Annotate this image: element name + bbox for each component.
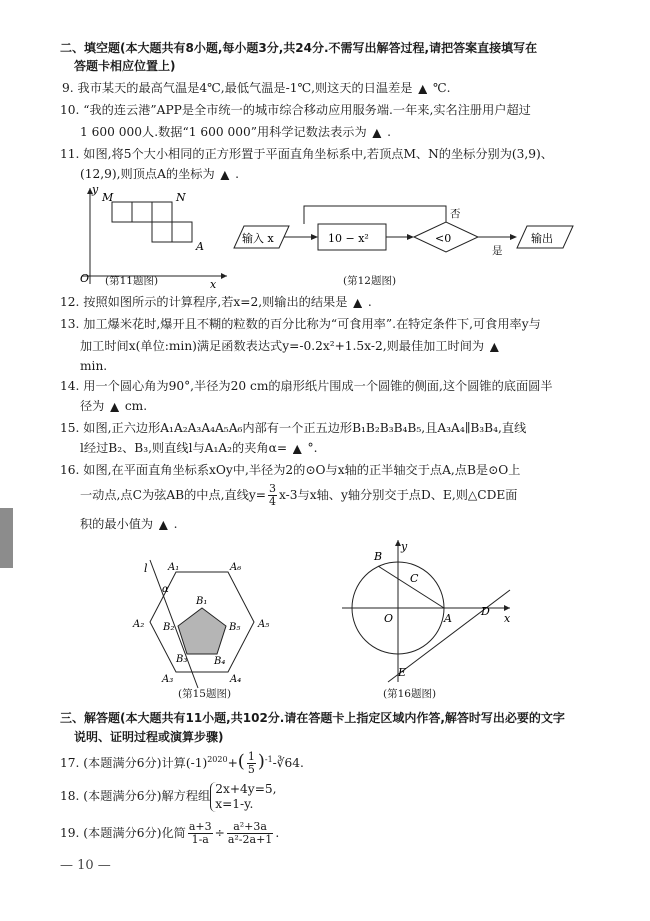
fig12-no-label: 否	[450, 208, 461, 220]
fig11-caption: (第11题图)	[105, 275, 159, 287]
answer-blank: ▲	[159, 518, 168, 531]
answer-blank: ▲	[220, 168, 230, 181]
fig15-B5-label: B₅	[229, 622, 241, 633]
q16-frac-num: 3	[269, 482, 276, 495]
fig16-x-label: x	[504, 612, 511, 625]
fig15-A6-label: A₆	[230, 562, 242, 573]
q10-line2-text: 1 600 000人.数据“1 600 000”用科学记数法表示为	[80, 125, 367, 139]
regular-pentagon	[178, 608, 226, 654]
fig15-A3-label: A₃	[162, 674, 174, 685]
page-number: — 10 —	[60, 858, 111, 873]
section3-header-line1: 三、解答题(本大题共有11小题,共102分.请在答题卡上指定区域内作答,解答时写出必要的文字	[60, 711, 565, 725]
fig15-B1-label: B₁	[196, 596, 208, 607]
answer-blank: ▲	[372, 126, 382, 139]
q19-f1-den: 1-a	[191, 833, 209, 846]
q17-prefix: 17. (本题满分6分)计算(-1)	[60, 756, 208, 771]
q9-text: 9. 我市某天的最高气温是4℃,最低气温是-1℃,则这天的日温差是	[62, 81, 413, 95]
answer-blank: ▲	[110, 400, 119, 413]
q15-line2	[80, 440, 317, 457]
fig12-output-label: 输出	[531, 232, 553, 245]
figure-15	[130, 556, 290, 691]
q18-eq2: x=1-y.	[215, 796, 254, 811]
figure-16	[338, 536, 518, 686]
q16-line2a: 一动点,点C为弦AB的中点,直线y=	[80, 488, 266, 502]
arrow-head	[510, 234, 517, 240]
fig16-A-label: A	[444, 612, 452, 625]
q19-f1-num: a+3	[188, 820, 212, 833]
q13-line1: 13. 加工爆米花时,爆开且不糊的粒数的百分比称为“可食用率”.在特定条件下,可食用率y与	[60, 317, 541, 331]
fig15-A2-label: A₂	[133, 619, 145, 630]
q13-line2	[80, 338, 505, 355]
q19-fraction-1	[188, 821, 213, 846]
fig15-alpha-label: α	[162, 584, 169, 595]
q16-line3-text: 积的最小值为	[80, 517, 154, 531]
q13-line2-text: 加工时间x(单位:min)满足函数表达式y=-0.2x²+1.5x-2,则最佳加工时间为	[80, 339, 485, 353]
question-12: 12. 按照如图所示的计算程序,若x=2,则输出的结果是 ▲ .	[60, 295, 372, 309]
side-tab-marker	[0, 508, 13, 568]
arrow-head	[311, 234, 318, 240]
question-9	[62, 80, 450, 97]
q11-line1: 11. 如图,将5个大小相同的正方形置于平面直角坐标系中,若顶点M、N的坐标分别为(3,9)、	[60, 147, 553, 161]
q15-line1: 15. 如图,正六边形A₁A₂A₃A₄A₅A₆内部有一个正五边形B₁B₂B₃B₄B₅,且A₃A₄∥B₃B₄,直线	[60, 421, 527, 435]
fig11-x-label: x	[210, 278, 217, 290]
section2-header-line2: 答题卡相应位置上)	[74, 59, 176, 73]
fig15-A5-label: A₅	[258, 619, 270, 630]
fig11-N-label: N	[176, 191, 186, 204]
q9-tail: ℃.	[432, 81, 451, 95]
section3-header-line2: 说明、证明过程或演算步骤)	[74, 730, 224, 744]
fig16-D-label: D	[481, 605, 490, 618]
fig15-l-label: l	[144, 562, 148, 575]
figure-12	[226, 200, 596, 285]
square	[152, 222, 172, 242]
question-18	[60, 780, 277, 812]
q17-frac-num: 1	[247, 750, 255, 764]
answer-blank: ▲	[353, 296, 362, 309]
q14-line2-text: 径为	[80, 399, 105, 413]
fig11-M-label: M	[102, 191, 114, 204]
q17-tail: -∛64.	[272, 756, 304, 771]
q16-line2b: x-3与x轴、y轴分别交于点D、E,则△CDE面	[279, 488, 518, 502]
question-19	[60, 818, 279, 848]
q18-prefix: 18. (本题满分6分)解方程组	[60, 789, 211, 803]
fig16-y-label: y	[401, 540, 408, 553]
square	[172, 222, 192, 242]
fig16-E-label: E	[398, 666, 407, 679]
q17-fraction	[247, 751, 256, 776]
fig11-y-label: y	[92, 184, 99, 196]
q10-line2: 1 600 000人.数据“1 600 000”用科学记数法表示为 ▲ .	[80, 125, 391, 139]
q17-frac-den: 5	[247, 763, 255, 777]
fig11-A-label: A	[196, 240, 204, 253]
q15-line2-text: l经过B₂、B₃,则直线l与A₁A₂的夹角α=	[80, 441, 288, 455]
answer-blank: ▲	[418, 82, 427, 95]
fig15-B3-label: B₃	[176, 654, 188, 665]
q19-divide: ÷	[214, 826, 225, 840]
q19-prefix: 19. (本题满分6分)化简	[60, 826, 186, 840]
q17-exponent2: -1	[264, 755, 273, 764]
q14-line1: 14. 用一个圆心角为90°,半径为20 cm的扇形纸片围成一个圆锥的侧面,这个圆锥的底面圆半	[60, 379, 553, 393]
answer-blank: ▲	[293, 442, 302, 455]
question-17: 17. (本题满分6分)计算$(-1)^{2020}+$( $\frac{1}{5}$ )$^{-1}$-∛64.	[60, 750, 304, 777]
fig12-condition: <0	[435, 232, 452, 245]
fig15-A1-label: A₁	[168, 562, 180, 573]
q10-line1: 10. “我的连云港”APP是全市统一的城市综合移动应用服务端.一年来,实名注册用户超过	[60, 103, 531, 117]
fig16-caption: (第16题图)	[383, 688, 437, 700]
q16-fraction	[268, 483, 277, 508]
line-DE	[388, 590, 510, 682]
fig15-A4-label: A₄	[230, 674, 242, 685]
q17-plus: +	[227, 756, 238, 771]
fig12-formula: 10 − x²	[328, 232, 369, 245]
q16-line2	[80, 482, 517, 508]
q17-exponent: 2020	[207, 755, 228, 764]
q16-frac-den: 4	[269, 495, 276, 508]
q19-fraction-2	[227, 821, 273, 846]
fig15-caption: (第15题图)	[178, 688, 232, 700]
x-axis-arrow	[504, 605, 510, 611]
q14-line2	[80, 398, 147, 415]
q11-line2-text: (12,9),则顶点A的坐标为	[80, 167, 215, 181]
fig16-B-label: B	[374, 550, 383, 563]
fig12-yes-label: 是	[492, 245, 503, 257]
loop-back-line	[304, 206, 446, 224]
q11-line2: (12,9),则顶点A的坐标为 ▲ .	[80, 167, 239, 181]
fig12-input-label: 输入 x	[242, 232, 274, 245]
q14-tail: cm.	[124, 399, 148, 413]
q19-f2-den: a²-2a+1	[227, 833, 273, 846]
q18-equation-system	[210, 782, 276, 812]
fig12-caption: (第12题图)	[343, 275, 397, 287]
q16-line3: 积的最小值为 ▲ .	[80, 517, 178, 531]
fig16-C-label: C	[410, 572, 419, 585]
q18-eq1: 2x+4y=5,	[215, 781, 277, 796]
fig16-O-label: O	[384, 612, 394, 625]
square	[112, 202, 132, 222]
q12-text: 12. 按照如图所示的计算程序,若x=2,则输出的结果是	[60, 295, 348, 309]
q13-line3: min.	[80, 359, 108, 373]
fig15-B4-label: B₄	[214, 656, 226, 667]
fig11-O-label: O	[80, 272, 90, 285]
answer-blank: ▲	[490, 340, 499, 353]
q19-f2-num: a²+3a	[227, 821, 273, 834]
q15-tail: °.	[307, 441, 318, 455]
square	[152, 202, 172, 222]
square	[132, 202, 152, 222]
q19-tail: .	[275, 826, 280, 840]
five-squares	[112, 202, 192, 242]
section2-header-line1: 二、填空题(本大题共有8小题,每小题3分,共24分.不需写出解答过程,请把答案直接填写在	[60, 41, 538, 55]
q16-line1: 16. 如图,在平面直角坐标系xOy中,半径为2的⊙O与x轴的正半轴交于点A,点B是⊙O上	[60, 463, 521, 477]
fig15-B2-label: B₂	[163, 622, 175, 633]
